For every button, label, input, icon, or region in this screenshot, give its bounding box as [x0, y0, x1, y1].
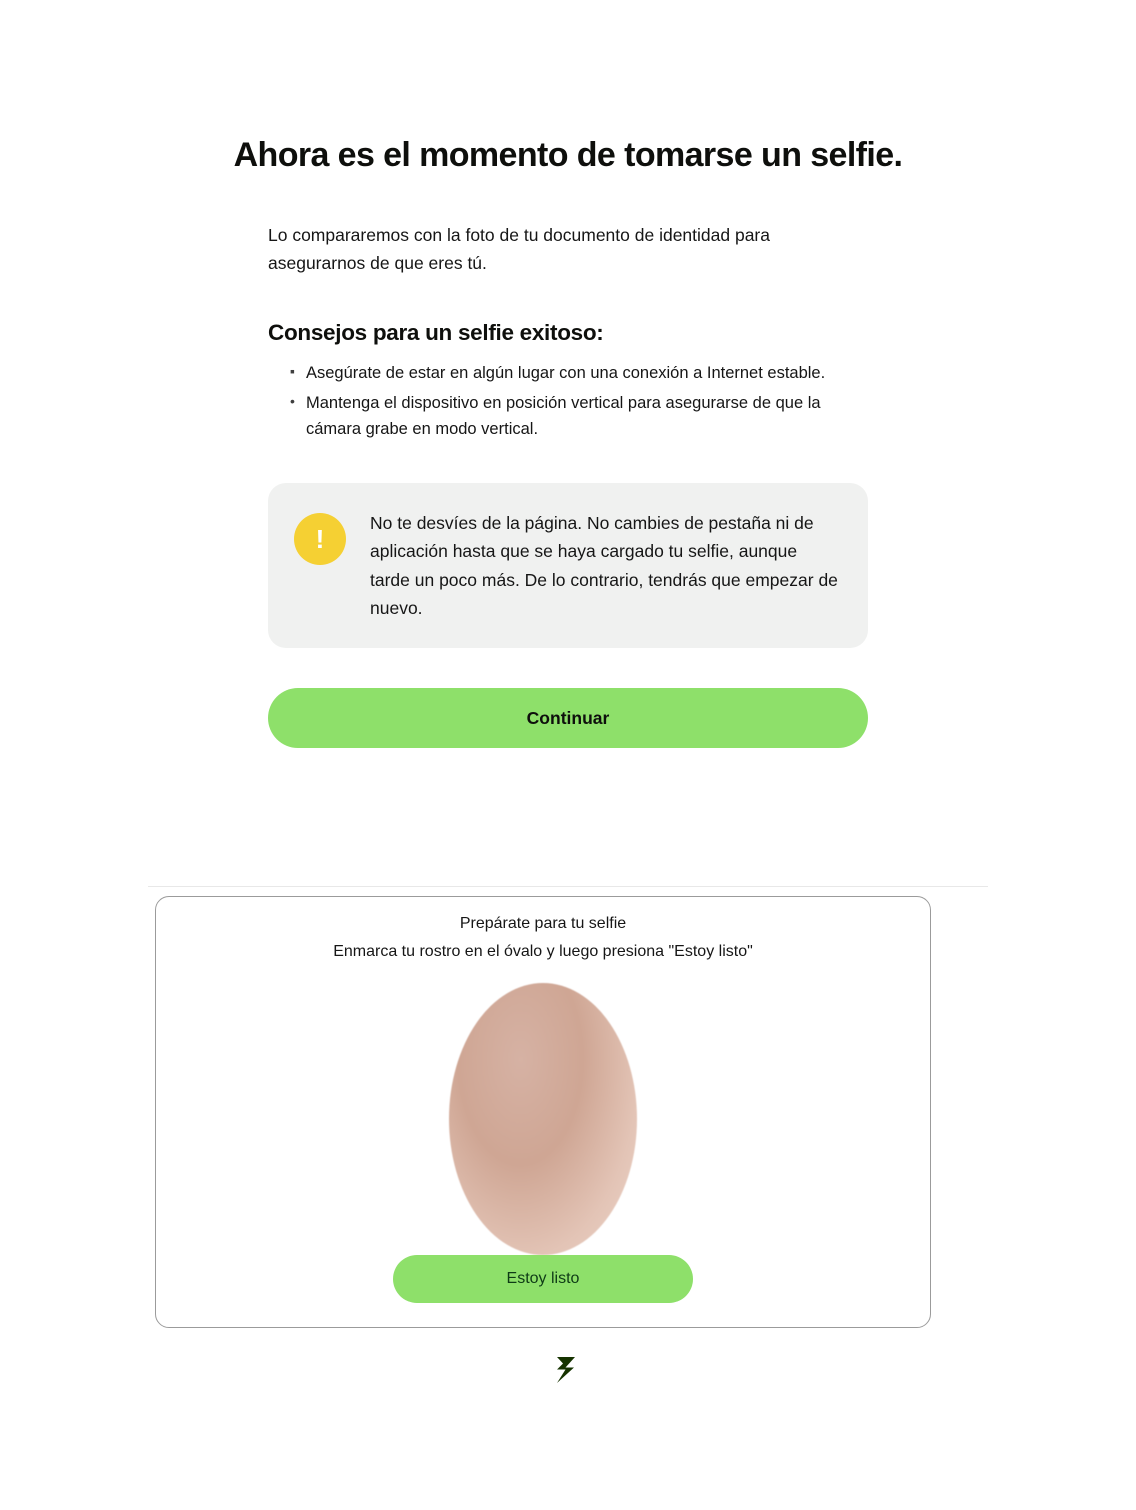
tip-text: Asegúrate de estar en algún lugar con una conexión a Internet estable. — [306, 363, 826, 382]
bullet-square-icon: ▪ — [290, 362, 295, 379]
info-block — [0, 0, 1136, 748]
list-item — [290, 360, 868, 386]
wise-logo — [0, 1355, 1136, 1390]
list-item — [290, 390, 868, 443]
warning-notice-text: No te desvíes de la página. No cambies de pestaña ni de aplicación hasta que se haya cargado tu selfie, aunque tarde un poco más. De lo contrario, tendrás que empezar de nuevo. — [370, 512, 838, 618]
camera-instruction: Enmarca tu rostro en el óvalo y luego presiona "Estoy listo" — [333, 943, 753, 960]
ready-button[interactable]: Estoy listo — [393, 1255, 693, 1303]
bullet-dot-icon: • — [290, 393, 295, 410]
exclamation-icon: ! — [294, 513, 346, 565]
camera-title: Prepárate para tu selfie — [459, 915, 627, 932]
intro-paragraph: Lo compararemos con la foto de tu documento de identidad para asegurarnos de que eres tú. — [268, 225, 770, 274]
content-column — [268, 221, 868, 748]
section-divider — [148, 886, 988, 887]
tip-text: Mantenga el dispositivo en posición vertical para asegurarse de que la cámara grabe en modo vertical. — [306, 394, 821, 439]
page-title: Ahora es el momento de tomarse un selfie. — [233, 136, 903, 174]
warning-notice — [268, 483, 868, 648]
tips-heading: Consejos para un selfie exitoso: — [268, 319, 604, 345]
face-oval-guide — [449, 983, 637, 1255]
continue-button[interactable]: Continuar — [268, 688, 868, 748]
camera-viewport — [156, 961, 930, 1251]
tips-list — [268, 360, 868, 443]
camera-capture-card — [155, 896, 931, 1328]
